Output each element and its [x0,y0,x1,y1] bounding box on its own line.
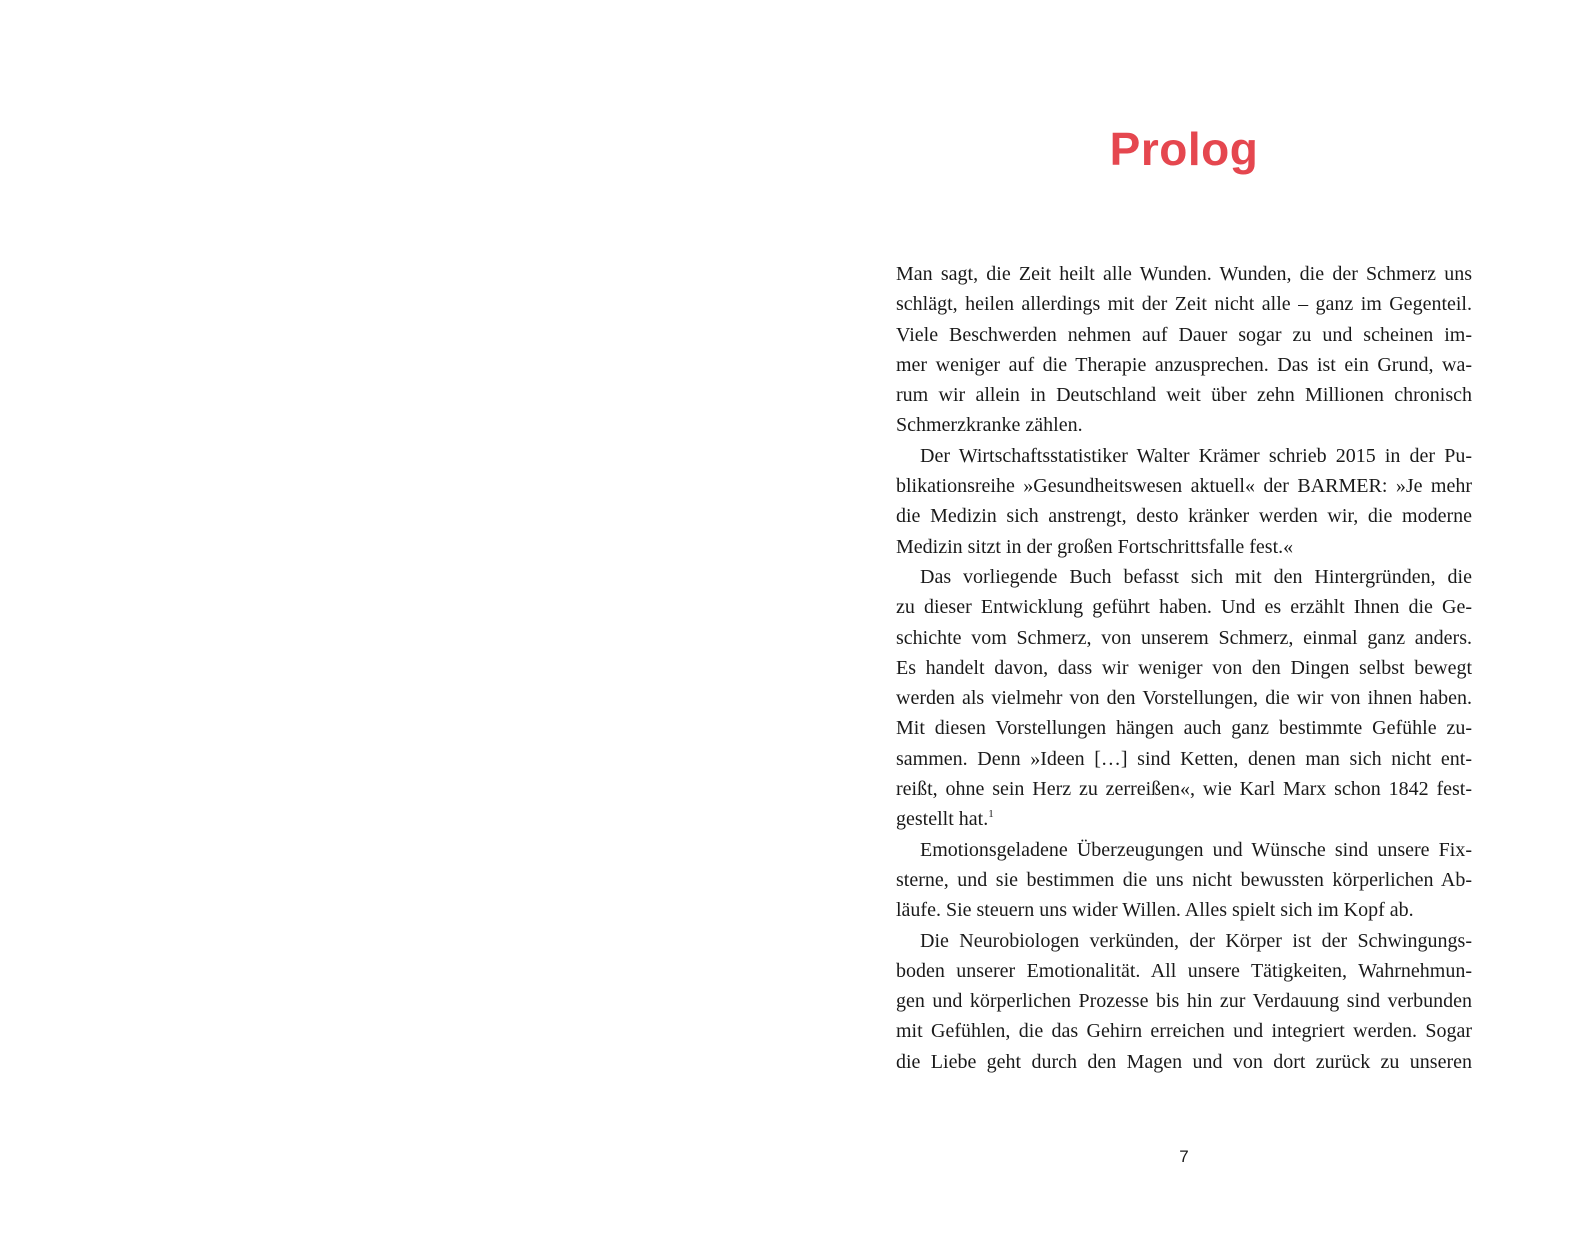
text-line: Medizin sitzt in der großen Fortschrittsfalle fest.« [896,535,1294,558]
text-line: sammen. Denn »Ideen […] sind Ketten, denen man sich nicht ent- [896,747,1472,770]
text-line: zu dieser Entwicklung geführt haben. Und es erzählt Ihnen die Ge- [896,596,1472,619]
text-line: Das vorliegende Buch befasst sich mit den Hintergründen, die [920,565,1472,588]
text-line: gen und körperlichen Prozesse bis hin zur Verdauung sind verbunden [896,990,1472,1013]
text-line: werden als vielmehr von den Vorstellungen, die wir von ihnen haben. [896,687,1472,710]
text-line: mer weniger auf die Therapie anzusprechen. Das ist ein Grund, wa- [896,353,1472,376]
text-line: boden unserer Emotionalität. All unsere Tätigkeiten, Wahrnehmun- [896,959,1472,982]
text-line: sterne, und sie bestimmen die uns nicht bewussten körperlichen Ab- [896,868,1472,891]
text-line: Mit diesen Vorstellungen hängen auch ganz bestimmte Gefühle zu- [896,717,1472,740]
page-number: 7 [1179,1147,1189,1166]
paragraph [896,259,1472,441]
body-text [896,259,1472,1077]
text-line: die Medizin sich anstrengt, desto kränker werden wir, die moderne [896,505,1472,528]
text-line: läufe. Sie steuern uns wider Willen. Alles spielt sich im Kopf ab. [896,899,1414,922]
text-line: Es handelt davon, dass wir weniger von den Dingen selbst bewegt [896,656,1472,679]
text-line: Man sagt, die Zeit heilt alle Wunden. Wunden, die der Schmerz uns [896,263,1472,285]
chapter-title: Prolog [1109,123,1259,175]
paragraph [896,562,1472,835]
text-line: Schmerzkranke zählen. [896,414,1083,437]
text-line: Emotionsgeladene Überzeugungen und Wünsche sind unsere Fix- [920,838,1472,861]
text-line: mit Gefühlen, die das Gehirn erreichen und integriert werden. Sogar [896,1020,1472,1043]
text-line: Die Neurobiologen verkünden, der Körper ist der Schwingungs- [920,929,1472,952]
text-line: blikationsreihe »Gesundheitswesen aktuell« der BARMER: »Je mehr [896,475,1472,498]
text-line: schichte vom Schmerz, von unserem Schmerz, einmal ganz anders. [896,626,1472,649]
text-line: rum wir allein in Deutschland weit über zehn Millionen chronisch [896,384,1472,407]
text-line: schlägt, heilen allerdings mit der Zeit nicht alle – ganz im Gegenteil. [896,293,1472,316]
paragraph [896,926,1472,1077]
text-line: Der Wirtschaftsstatistiker Walter Krämer schrieb 2015 in der Pu- [920,444,1472,467]
paragraph [896,441,1472,562]
text-line: Viele Beschwerden nehmen auf Dauer sogar zu und scheinen im- [896,323,1472,346]
text-line: gestellt hat.$^1$ [896,808,994,831]
footnote-marker[interactable]: 1 [988,808,994,821]
text-line: die Liebe geht durch den Magen und von dort zurück zu unseren [896,1050,1472,1073]
paragraph [896,835,1472,926]
text-line: reißt, ohne sein Herz zu zerreißen«, wie Karl Marx schon 1842 fest- [896,778,1472,801]
